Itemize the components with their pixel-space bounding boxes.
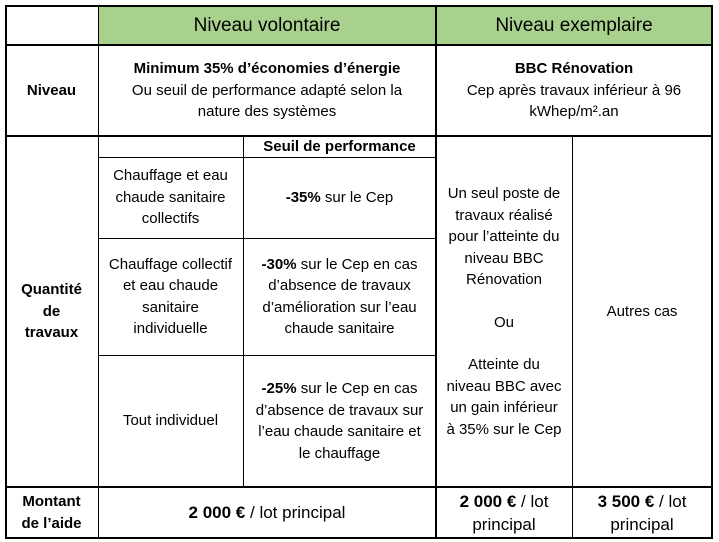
montant-exemplaire-b-cell <box>572 487 712 538</box>
niveau-exemplaire-title: BBC Rénovation <box>514 60 634 77</box>
niveau-volontaire-cell <box>98 45 436 136</box>
row-label-quantite <box>5 136 98 487</box>
montant-volontaire-cell <box>98 487 436 538</box>
header-niveau-volontaire <box>98 6 436 45</box>
h-line-travaux <box>5 486 713 488</box>
montant-exemplaire-b-text <box>582 490 702 536</box>
montant-exemplaire-a-cell <box>436 487 572 538</box>
niveau-volontaire-text: Ou seuil de performance adapté selon la nature des systèmes <box>131 81 403 120</box>
border-bottom <box>5 537 713 539</box>
threshold-value: -30% <box>261 255 297 273</box>
header-volontaire-label: Niveau volontaire <box>193 14 341 36</box>
montant-label-2: de l’aide <box>21 514 82 532</box>
montant-exemplaire-a-text <box>446 490 562 536</box>
niveau-exemplaire-cell <box>436 45 712 136</box>
montant-volontaire-text <box>189 503 346 523</box>
threshold-value: -35% <box>285 188 321 206</box>
montant-label-1: Montant <box>22 493 81 510</box>
case-system-text: Chauffage collectif et eau chaude sanitaire individuelle <box>108 255 233 337</box>
niveau-exemplaire-text: Cep après travaux inférieur à 96 kWhep/m².an <box>466 81 682 120</box>
border-left <box>5 5 7 539</box>
niveau-volontaire-title: Minimum 35% d’économies d’énergie <box>133 60 401 77</box>
threshold-value: -25% <box>261 380 297 397</box>
threshold-desc: sur le Cep en cas d’absence de travaux sur l’eau chaude sanitaire et le chauffage <box>255 380 424 462</box>
exemplaire-part2: Atteinte du niveau BBC avec un gain inférieur à 35% sur le Cep <box>446 356 562 438</box>
v-line-label <box>98 5 99 539</box>
case-system-1 <box>98 157 243 238</box>
h-line-case2 <box>98 355 436 356</box>
h-line-case1 <box>98 238 436 239</box>
case-threshold-1 <box>243 157 436 238</box>
case-threshold-text <box>251 254 428 340</box>
row-label-montant <box>5 487 98 538</box>
amount-value: 2 000 € <box>459 491 517 511</box>
case-threshold-text <box>286 187 394 209</box>
exemplaire-bbc-single-cell <box>436 136 572 487</box>
h-line-niveau <box>5 135 713 137</box>
case-threshold-2 <box>243 238 436 355</box>
amount-unit: / lot principal <box>245 502 346 522</box>
amount-value: 3 500 € <box>597 491 655 511</box>
border-right <box>711 5 713 539</box>
amount-unit: / lot principal <box>610 491 687 534</box>
autres-cas-text: Autres cas <box>606 302 678 320</box>
case-system-text: Chauffage et eau chaude sanitaire collectifs <box>113 167 228 228</box>
h-line-subheader <box>98 157 436 158</box>
header-empty-cell <box>5 6 98 45</box>
header-niveau-exemplaire <box>436 6 712 45</box>
seuil-label: Seuil de performance <box>263 138 416 155</box>
v-line-exemplaire <box>435 5 437 539</box>
threshold-desc: sur le Cep en cas d’absence de travaux d’amélioration sur l’eau chaude sanitaire <box>262 255 418 337</box>
case-threshold-text <box>255 378 424 464</box>
v-line-autres <box>572 136 573 539</box>
amount-value: 2 000 € <box>188 502 246 522</box>
border-top <box>5 5 713 7</box>
quantite-label-1: Quantité <box>21 281 82 299</box>
case-system-3 <box>98 355 243 487</box>
h-line-header <box>5 44 713 46</box>
case-system-text: Tout individuel <box>122 412 219 430</box>
v-line-seuil <box>243 136 244 487</box>
niveau-label-text: Niveau <box>26 81 77 99</box>
threshold-desc: sur le Cep <box>320 188 394 206</box>
quantite-label-2: de <box>42 302 61 320</box>
case-system-2 <box>98 238 243 355</box>
amount-unit: / lot principal <box>472 491 549 534</box>
quantite-label-3: travaux <box>24 324 79 342</box>
exemplaire-other-cell <box>572 136 712 487</box>
exemplaire-or: Ou <box>493 313 514 331</box>
case-threshold-3 <box>243 355 436 487</box>
header-exemplaire-label: Niveau exemplaire <box>495 14 653 36</box>
exemplaire-part1: Un seul poste de travaux réalisé pour l’atteinte du niveau BBC Rénovation <box>447 185 561 288</box>
sub-header-seuil <box>243 136 436 158</box>
row-label-niveau <box>5 45 98 136</box>
